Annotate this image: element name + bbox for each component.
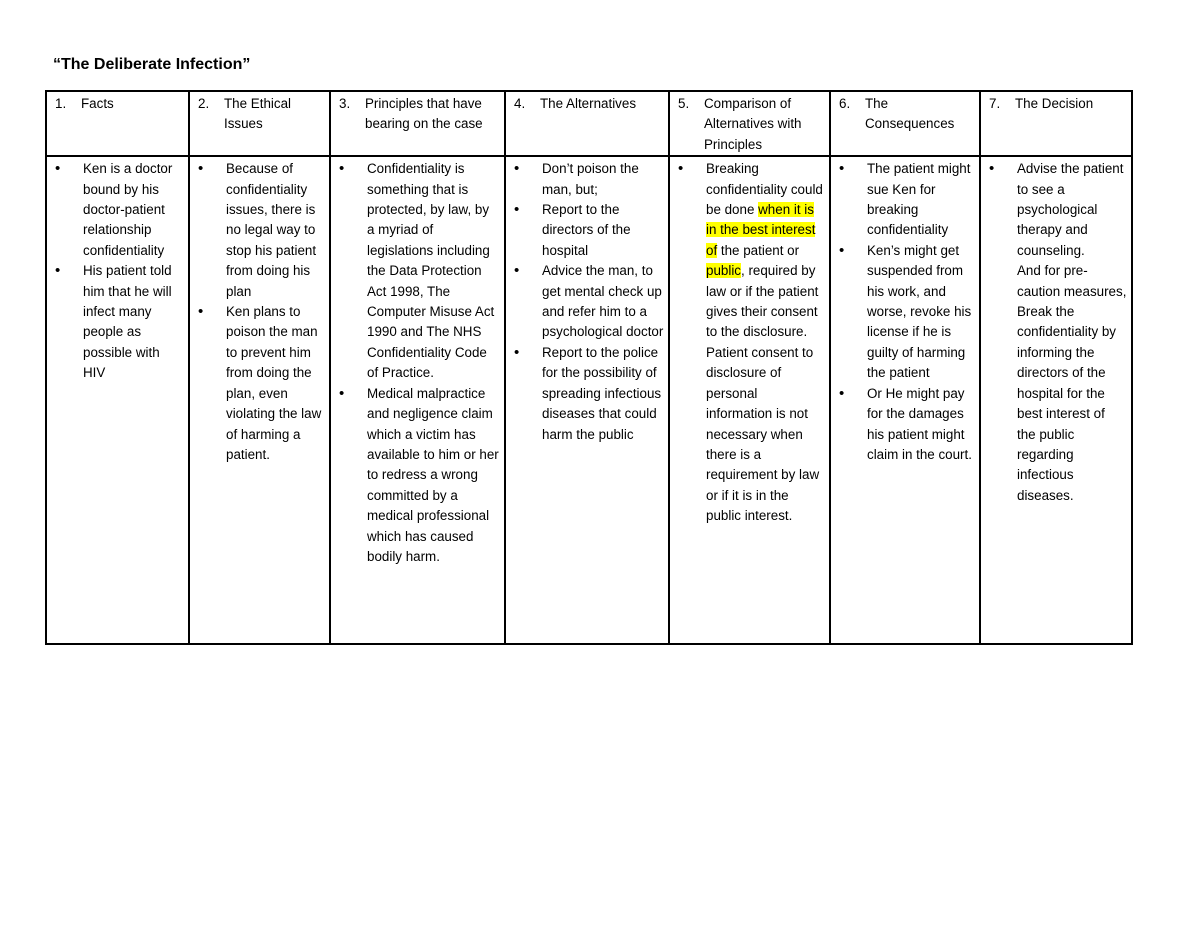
column-heading: The Consequences [865, 96, 955, 132]
header-comparison [669, 91, 830, 156]
facts-cell [46, 156, 189, 644]
alternatives-cell [505, 156, 669, 644]
principles-list [339, 159, 500, 567]
text-segment: , required by law or if the patient gives their consent to the disclosure. Patient consent to disclosure of personal information is not necessary when there is a requirement by law or if it is in the public interest. [706, 263, 820, 524]
column-heading: The Ethical Issues [224, 96, 291, 132]
column-heading: Facts [81, 96, 114, 111]
ethical-issues-cell [189, 156, 330, 644]
decision-cell [980, 156, 1132, 644]
text-segment: Breaking confidentiality could be done [706, 161, 823, 218]
column-number: 7. [989, 96, 1001, 111]
column-number: 2. [198, 96, 210, 111]
consequences-cell [830, 156, 980, 644]
list-item: • Ken is a doctor bound by his doctor-patient relationship confidentiality [55, 159, 184, 261]
header-principles [330, 91, 505, 156]
list-item: • Advice the man, to get mental check up and refer him to a psychological doctor [514, 261, 664, 343]
column-heading: Comparison of Alternatives with Principles [704, 96, 802, 152]
alternatives-list [514, 159, 664, 445]
decision-list [989, 159, 1127, 261]
ethics-matrix-table [45, 90, 1133, 645]
list-item [678, 159, 825, 526]
highlighted-text: when it is in the best interest of [706, 202, 816, 258]
list-item: • Medical malpractice and negligence claim which a victim has available to him or her to redress a wrong committed by a medical professional which has caused bodily harm. [339, 384, 500, 568]
column-number: 3. [339, 96, 351, 111]
list-item: • The patient might sue Ken for breaking confidentiality [839, 159, 975, 241]
list-item: • Or He might pay for the damages his patient might claim in the court. [839, 384, 975, 466]
column-number: 5. [678, 96, 690, 111]
list-item: • Ken plans to poison the man to prevent him from doing the plan, even violating the law of harming a patient. [198, 302, 325, 465]
decision-continuation: And for pre-caution measures, Break the confidentiality by informing the directors of the hospital for the best interest of the public regarding infectious diseases. [1017, 263, 1127, 503]
content-row [46, 156, 1132, 644]
column-heading: The Decision [1015, 96, 1094, 111]
column-number: 1. [55, 96, 67, 111]
comparison-cell [669, 156, 830, 644]
column-heading: The Alternatives [540, 96, 637, 111]
highlighted-text: public [706, 263, 741, 279]
column-number: 6. [839, 96, 851, 111]
comparison-list [678, 159, 825, 526]
column-heading: Principles that have bearing on the case [365, 96, 483, 132]
principles-cell [330, 156, 505, 644]
header-decision [980, 91, 1132, 156]
column-number: 4. [514, 96, 526, 111]
header-ethical-issues [189, 91, 330, 156]
list-item: • Because of confidentiality issues, there is no legal way to stop his patient from doing his plan [198, 159, 325, 302]
document-title: “The Deliberate Infection” [53, 56, 251, 73]
list-item: • Report to the police for the possibility of spreading infectious diseases that could harm the public [514, 343, 664, 445]
ethical-issues-list [198, 159, 325, 465]
header-facts [46, 91, 189, 156]
consequences-list [839, 159, 975, 465]
list-item: • Don’t poison the man, but; [514, 159, 664, 200]
header-consequences [830, 91, 980, 156]
facts-list [55, 159, 184, 383]
text-segment: the patient or [717, 242, 800, 258]
list-item: • Confidentiality is something that is protected, by law, by a myriad of legislations including the Data Protection Act 1998, The Computer Misuse Act 1990 and The NHS Confidentiality Code of Practice. [339, 159, 500, 383]
list-item: • Advise the patient to see a psychological therapy and counseling. [989, 159, 1127, 261]
list-item: • His patient told him that he will infect many people as possible with HIV [55, 261, 184, 383]
list-item: • Ken’s might get suspended from his work, and worse, revoke his license if he is guilty of harming the patient [839, 241, 975, 384]
header-row [46, 91, 1132, 156]
list-item: • Report to the directors of the hospital [514, 200, 664, 261]
header-alternatives [505, 91, 669, 156]
